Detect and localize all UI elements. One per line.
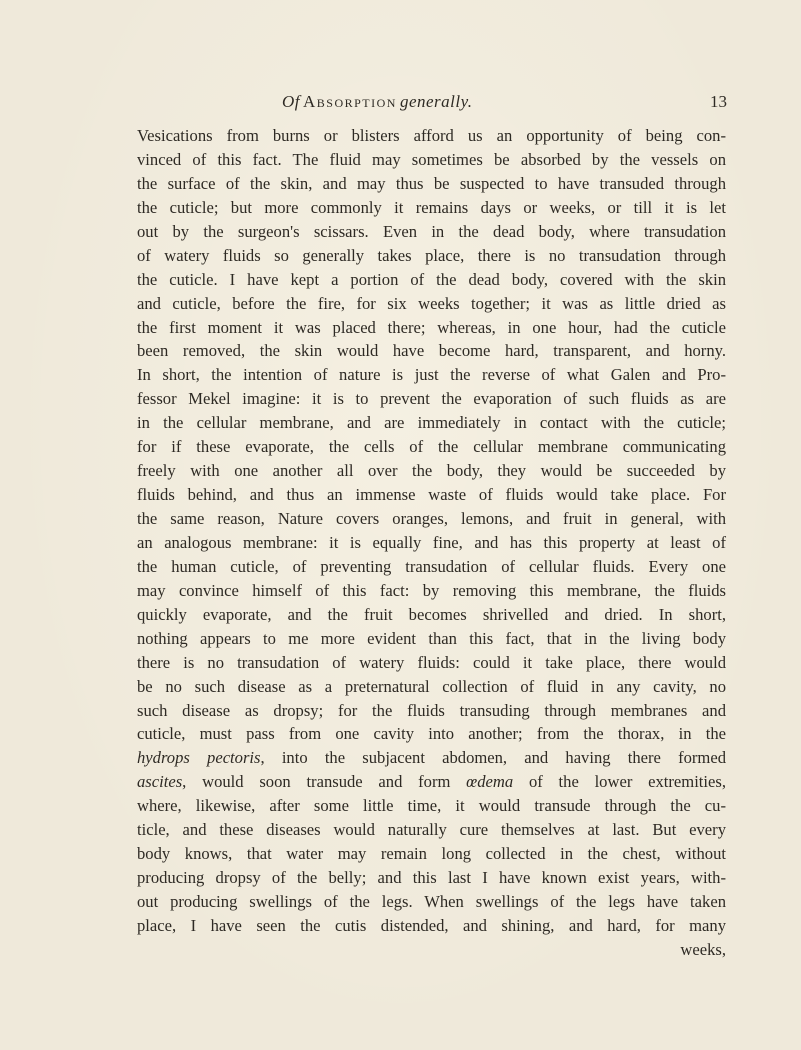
text-line: where, likewise, after some little time, it would transude through the cu- — [137, 796, 726, 816]
text-line: quickly evaporate, and the fruit becomes shrivelled and dried. In short, — [137, 604, 726, 624]
text-line: the first moment it was placed there; whereas, in one hour, had the cuticle — [137, 317, 726, 337]
page-header — [0, 92, 801, 116]
text-line: ticle, and these diseases would naturally cure themselves at last. But every — [137, 820, 726, 840]
text-line: In short, the intention of nature is just the reverse of what Galen and Pro- — [137, 365, 726, 385]
running-title — [282, 92, 472, 112]
text-line: for if these evaporate, the cells of the cellular membrane communicating — [137, 437, 726, 457]
text-line: cuticle, must pass from one cavity into another; from the thorax, in the — [137, 724, 726, 744]
text-line: Vesications from burns or blisters afford us an opportunity of being con- — [137, 126, 726, 145]
text-line: an analogous membrane: it is equally fine, and has this property at least of — [137, 532, 726, 552]
text-line: may convince himself of this fact: by removing this membrane, the fluids — [137, 580, 726, 600]
text-line: be no such disease as a preternatural collection of fluid in any cavity, no — [137, 676, 726, 696]
page-number: 13 — [710, 92, 727, 111]
term-ascites: ascites — [137, 772, 183, 792]
catchword: weeks, — [680, 939, 726, 959]
text-line: the cuticle; but more commonly it remains days or weeks, or till it is let — [137, 197, 726, 217]
running-title-prefix: Of — [282, 92, 300, 111]
text-line: the same reason, Nature covers oranges, lemons, and fruit in general, with — [137, 509, 726, 528]
text-line: nothing appears to me more evident than this fact, that in the living body — [137, 628, 726, 648]
text-line: the cuticle. I have kept a portion of the dead body, covered with the skin — [137, 269, 726, 289]
text-line: ascites, would soon transude and form œdema of the lower extremities, — [137, 772, 726, 792]
text-line: of watery fluids so generally takes place, there is no transudation through — [137, 245, 726, 265]
term-oedema: œdema — [466, 772, 514, 792]
running-title-main: Absorption — [303, 92, 397, 111]
text-line: vinced of this fact. The fluid may sometimes be absorbed by the vessels on — [137, 149, 726, 169]
text-line: in the cellular membrane, and are immediately in contact with the cuticle; — [137, 413, 726, 433]
text-line: place, I have seen the cutis distended, and shining, and hard, for many — [137, 915, 726, 935]
text-line: producing dropsy of the belly; and this last I have known exist years, with- — [137, 868, 726, 888]
text-line: and cuticle, before the fire, for six weeks together; it was as little dried as — [137, 293, 726, 313]
text-line: out by the surgeon's scissars. Even in the dead body, where transudation — [137, 221, 726, 241]
body-paragraph — [137, 124, 726, 962]
text-line: such disease as dropsy; for the fluids transuding through membranes and — [137, 700, 726, 720]
text-line: fessor Mekel imagine: it is to prevent the evaporation of such fluids as are — [137, 389, 726, 409]
text-line: hydrops pectoris, into the subjacent abdomen, and having there formed — [137, 748, 726, 768]
text-line: fluids behind, and thus an immense waste of fluids would take place. For — [137, 485, 726, 505]
text-line: there is no transudation of watery fluids: could it take place, there would — [137, 652, 726, 672]
text-line: the human cuticle, of preventing transudation of cellular fluids. Every one — [137, 556, 726, 576]
text-line: been removed, the skin would have become hard, transparent, and horny. — [137, 341, 726, 361]
running-title-suffix: generally. — [399, 92, 473, 111]
term-hydrops-pectoris: hydrops pectoris — [137, 748, 261, 768]
text-line: out producing swellings of the legs. When swellings of the legs have taken — [137, 892, 726, 911]
text-line: the surface of the skin, and may thus be suspected to have transuded through — [137, 173, 726, 193]
text-line: body knows, that water may remain long collected in the chest, without — [137, 844, 726, 864]
text-line: freely with one another all over the body, they would be succeeded by — [137, 461, 726, 481]
